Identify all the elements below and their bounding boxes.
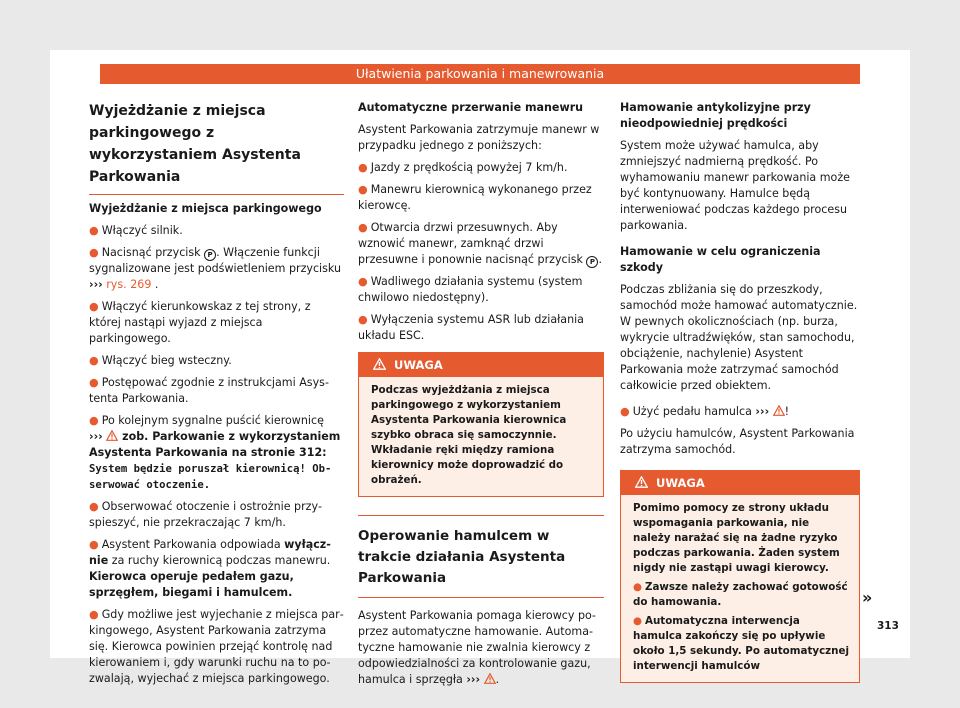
warning-icon bbox=[484, 673, 496, 684]
bullet-icon: ● bbox=[89, 246, 99, 259]
paragraph: Asystent Parkowania zatrzymuje manewr w przypadku jednego z poniższych: bbox=[358, 123, 600, 152]
warning-icon bbox=[373, 358, 386, 370]
subheading: Hamowanie w celu ograniczenia szkody bbox=[620, 245, 821, 274]
list-item: ● Włączyć bieg wsteczny. bbox=[89, 354, 232, 367]
list-item: ● Wyłączenia systemu ASR lub działania układu ESC. bbox=[358, 313, 584, 342]
arrows-icon: ››› bbox=[89, 278, 103, 291]
warning-header bbox=[359, 353, 603, 377]
bullet-icon: ● bbox=[358, 275, 368, 288]
bullet-icon: ● bbox=[89, 354, 99, 367]
bullet-icon: ● bbox=[89, 538, 99, 551]
chapter-header: Ułatwienia parkowania i manewrowania bbox=[100, 64, 860, 84]
warning-text: Podczas wyjeżdżania z miejsca parkingowego z wykorzystaniem Asystenta Parkowania kierownica szybko obraca się samoczynnie. Wkładanie ręki między ramiona kierownicy może doprowadzić do obrażeń. bbox=[371, 384, 567, 486]
warning-header bbox=[621, 471, 859, 495]
parking-button-icon: P bbox=[586, 256, 598, 268]
warning-content bbox=[621, 495, 859, 682]
list-item: ● Włączyć silnik. bbox=[89, 224, 183, 237]
warning-box bbox=[620, 470, 860, 683]
bullet-icon: ● bbox=[89, 376, 99, 389]
list-item: ● Po kolejnym sygnalne puścić kierownicę ››› zob. Parkowanie z wykorzystaniem Asystenta Parkowania na stronie 312: System będzie poruszał kierownicą! Obserwować otoczenie. bbox=[89, 414, 341, 491]
continue-arrow: » bbox=[862, 588, 873, 607]
cross-reference[interactable]: zob. Parkowanie z wykorzystaniem Asystenta Parkowania na stronie 312: bbox=[89, 430, 341, 459]
warning-label: UWAGA bbox=[394, 358, 443, 372]
bullet-icon: ● bbox=[89, 300, 99, 313]
warning-label: UWAGA bbox=[656, 476, 705, 490]
paragraph: Po użyciu hamulców, Asystent Parkowania zatrzyma samochód. bbox=[620, 427, 855, 456]
page-number: 313 bbox=[877, 620, 899, 632]
arrows-icon: ››› bbox=[89, 430, 103, 443]
column-2 bbox=[358, 100, 604, 694]
figure-link[interactable]: rys. 269 bbox=[106, 278, 152, 291]
list-item: ● Asystent Parkowania odpowiada wyłącznie za ruchy kierownicą podczas manewru. Kierowca operuje pedałem gazu, sprzęgłem, biegami i hamulcem. bbox=[89, 538, 331, 599]
subheading: Wyjeżdżanie z miejsca parkingowego bbox=[89, 202, 322, 215]
list-item: ● Gdy możliwe jest wyjechanie z miejsca parkingowego, Asystent Parkowania zatrzyma się. Kierowca powinien przejąć kontrolę nad kierowaniem i, gdy warunki ruchu na to pozwalają, wyjechać z miejsca parkingowego. bbox=[89, 608, 344, 685]
parking-button-icon: P bbox=[204, 249, 216, 261]
warning-icon bbox=[773, 405, 785, 416]
bullet-icon: ● bbox=[89, 224, 99, 237]
column-3 bbox=[620, 100, 860, 683]
list-item: ● Manewru kierownicą wykonanego przez kierowcę. bbox=[358, 183, 592, 212]
bullet-icon: ● bbox=[89, 608, 99, 621]
list-item: ● Wadliwego działania systemu (system chwilowo niedostępny). bbox=[358, 275, 583, 304]
subheading: Hamowanie antykolizyjne przy nieodpowiedniej prędkości bbox=[620, 101, 811, 130]
list-item: ● Otwarcia drzwi przesuwnych. Aby wznowić manewr, zamknąć drzwi przesuwne i ponownie nacisnąć przycisk P . bbox=[358, 221, 602, 266]
arrows-icon: ››› bbox=[466, 673, 481, 686]
list-item: ● Włączyć kierunkowskaz z tej strony, z której nastąpi wyjazd z miejsca parkingowego. bbox=[89, 300, 311, 345]
paragraph: Asystent Parkowania pomaga kierowcy poprzez automatyczne hamowanie. Automatyczne hamowanie nie zwalnia kierowcy z odpowiedzialności za kontrolowanie gazu, hamulca i sprzęgła ››› . bbox=[358, 609, 596, 686]
list-item: ● Jazdy z prędkością powyżej 7 km/h. bbox=[358, 161, 568, 174]
section-title: Operowanie hamulcem w trakcie działania Asystenta Parkowania bbox=[358, 515, 604, 598]
list-item: ● Użyć pedału hamulca ››› ! bbox=[620, 405, 790, 418]
column-1 bbox=[89, 100, 344, 693]
bullet-icon: ● bbox=[89, 500, 99, 513]
warning-text: Pomimo pomocy ze strony układu wspomagania parkowania, nie należy narażać się na żadne ryzyko podczas parkowania. Żaden system nigdy nie zastąpi uwagi kierowcy. bbox=[633, 502, 840, 574]
bullet-icon: ● bbox=[89, 414, 99, 427]
bullet-icon: ● bbox=[358, 221, 368, 234]
warning-box bbox=[358, 352, 604, 497]
display-message: System będzie poruszał kierownicą! Obserwować otoczenie. bbox=[89, 463, 332, 491]
arrows-icon: ››› bbox=[755, 405, 770, 418]
bullet-icon: ● bbox=[633, 581, 642, 593]
paragraph: Podczas zbliżania się do przeszkody, samochód może hamować automatycznie. W pewnych okolicznościach (np. burza, wykrycie ultradźwięków, stan samochodu, obciążenie, nachylenie) Asystent Parkowania może zatrzymać samochód całkowicie przed obiektem. bbox=[620, 283, 858, 392]
list-item: ● Zawsze należy zachować gotowość do hamowania. bbox=[633, 581, 848, 608]
warning-icon bbox=[635, 476, 648, 488]
warning-icon bbox=[106, 430, 118, 441]
paragraph: System może używać hamulca, aby zmniejszyć nadmierną prędkość. Po wyhamowaniu manewr parkowania może być kontynuowany. Hamulce będą interweniować podczas każdego procesu parkowania. bbox=[620, 139, 850, 232]
section-title: Wyjeżdżanie z miejsca parkingowego z wykorzystaniem Asystenta Parkowania bbox=[89, 100, 344, 195]
list-item: ● Obserwować otoczenie i ostrożnie przyspieszyć, nie przekraczając 7 km/h. bbox=[89, 500, 323, 529]
bullet-icon: ● bbox=[633, 615, 642, 627]
bullet-icon: ● bbox=[358, 183, 368, 196]
list-item: ● Automatyczna interwencja hamulca zakończy się po upływie około 1,5 sekundy. Po automatycznej interwencji hamulców bbox=[633, 615, 850, 672]
bullet-icon: ● bbox=[358, 313, 368, 326]
subheading: Automatyczne przerwanie manewru bbox=[358, 101, 584, 114]
list-item: ● Postępować zgodnie z instrukcjami Asystenta Parkowania. bbox=[89, 376, 329, 405]
list-item: ● Nacisnąć przycisk P . Włączenie funkcji sygnalizowane jest podświetleniem przycisku ››› rys. 269 . bbox=[89, 246, 342, 291]
bullet-icon: ● bbox=[620, 405, 630, 418]
bullet-icon: ● bbox=[358, 161, 368, 174]
